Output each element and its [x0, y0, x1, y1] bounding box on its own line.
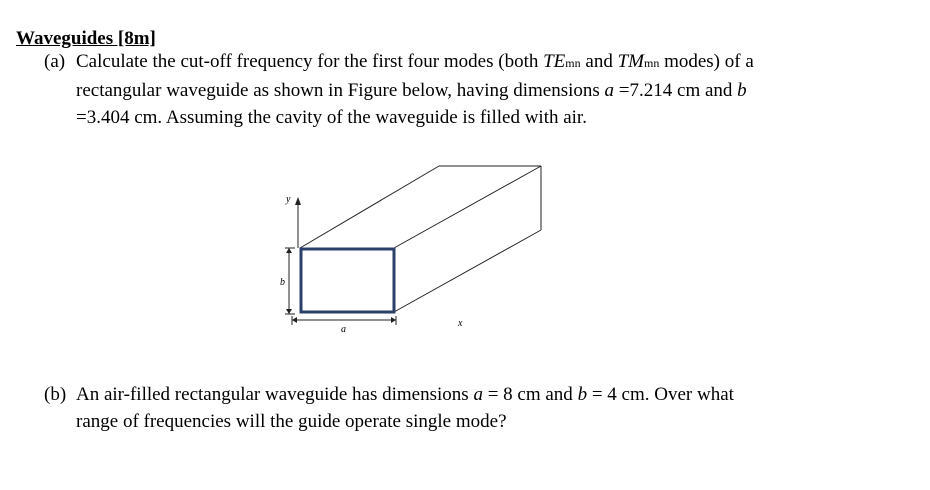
question-b-text: An air-filled rectangular waveguide has dimensions [76, 384, 474, 405]
question-a-line-3: =3.404 cm. Assuming the cavity of the waveguide is filled with air. [76, 107, 587, 128]
a-label: a [341, 324, 346, 335]
edge-top-left [300, 166, 439, 248]
question-b-line-2: range of frequencies will the guide operate single mode? [76, 411, 507, 432]
conjunction: and [580, 51, 618, 72]
question-b [44, 381, 924, 435]
te-subscript: mn [565, 56, 581, 70]
a-value: = 8 cm and [482, 384, 578, 405]
a-symbol: a [604, 80, 615, 101]
b-label: b [280, 277, 285, 288]
question-a-label: (a) [44, 51, 66, 72]
y-axis [295, 197, 301, 248]
b-dimension [285, 248, 295, 314]
waveguide-edges [300, 166, 541, 312]
b-value: = 4 cm. Over what [587, 384, 734, 405]
tm-subscript: mn [643, 56, 660, 70]
edge-top-right [394, 166, 541, 248]
question-a-text-end: modes) of a [659, 51, 754, 72]
question-b-line-1 [44, 381, 924, 408]
te-symbol: TE [543, 51, 566, 72]
edge-bottom-right [394, 230, 541, 312]
front-face [301, 249, 394, 312]
b-symbol: b [737, 80, 747, 101]
section-heading: Waveguides [8m] [16, 28, 156, 49]
question-a-text: Calculate the cut-off frequency for the first four modes (both [76, 51, 544, 72]
a-value: =7.214 cm and [614, 80, 738, 101]
question-a [44, 48, 924, 131]
waveguide-figure [270, 160, 560, 340]
question-a-line-1 [44, 48, 924, 77]
y-axis-label: y [286, 194, 291, 205]
tm-symbol: TM [617, 51, 644, 72]
question-b-label: (b) [44, 384, 67, 405]
x-axis-label: x [458, 318, 463, 329]
waveguide-diagram [270, 160, 560, 340]
b-symbol: b [577, 384, 588, 405]
question-a-text: rectangular waveguide as shown in Figure below, having dimensions [76, 80, 605, 101]
question-a-line-2 [44, 77, 924, 104]
a-symbol: a [473, 384, 483, 405]
